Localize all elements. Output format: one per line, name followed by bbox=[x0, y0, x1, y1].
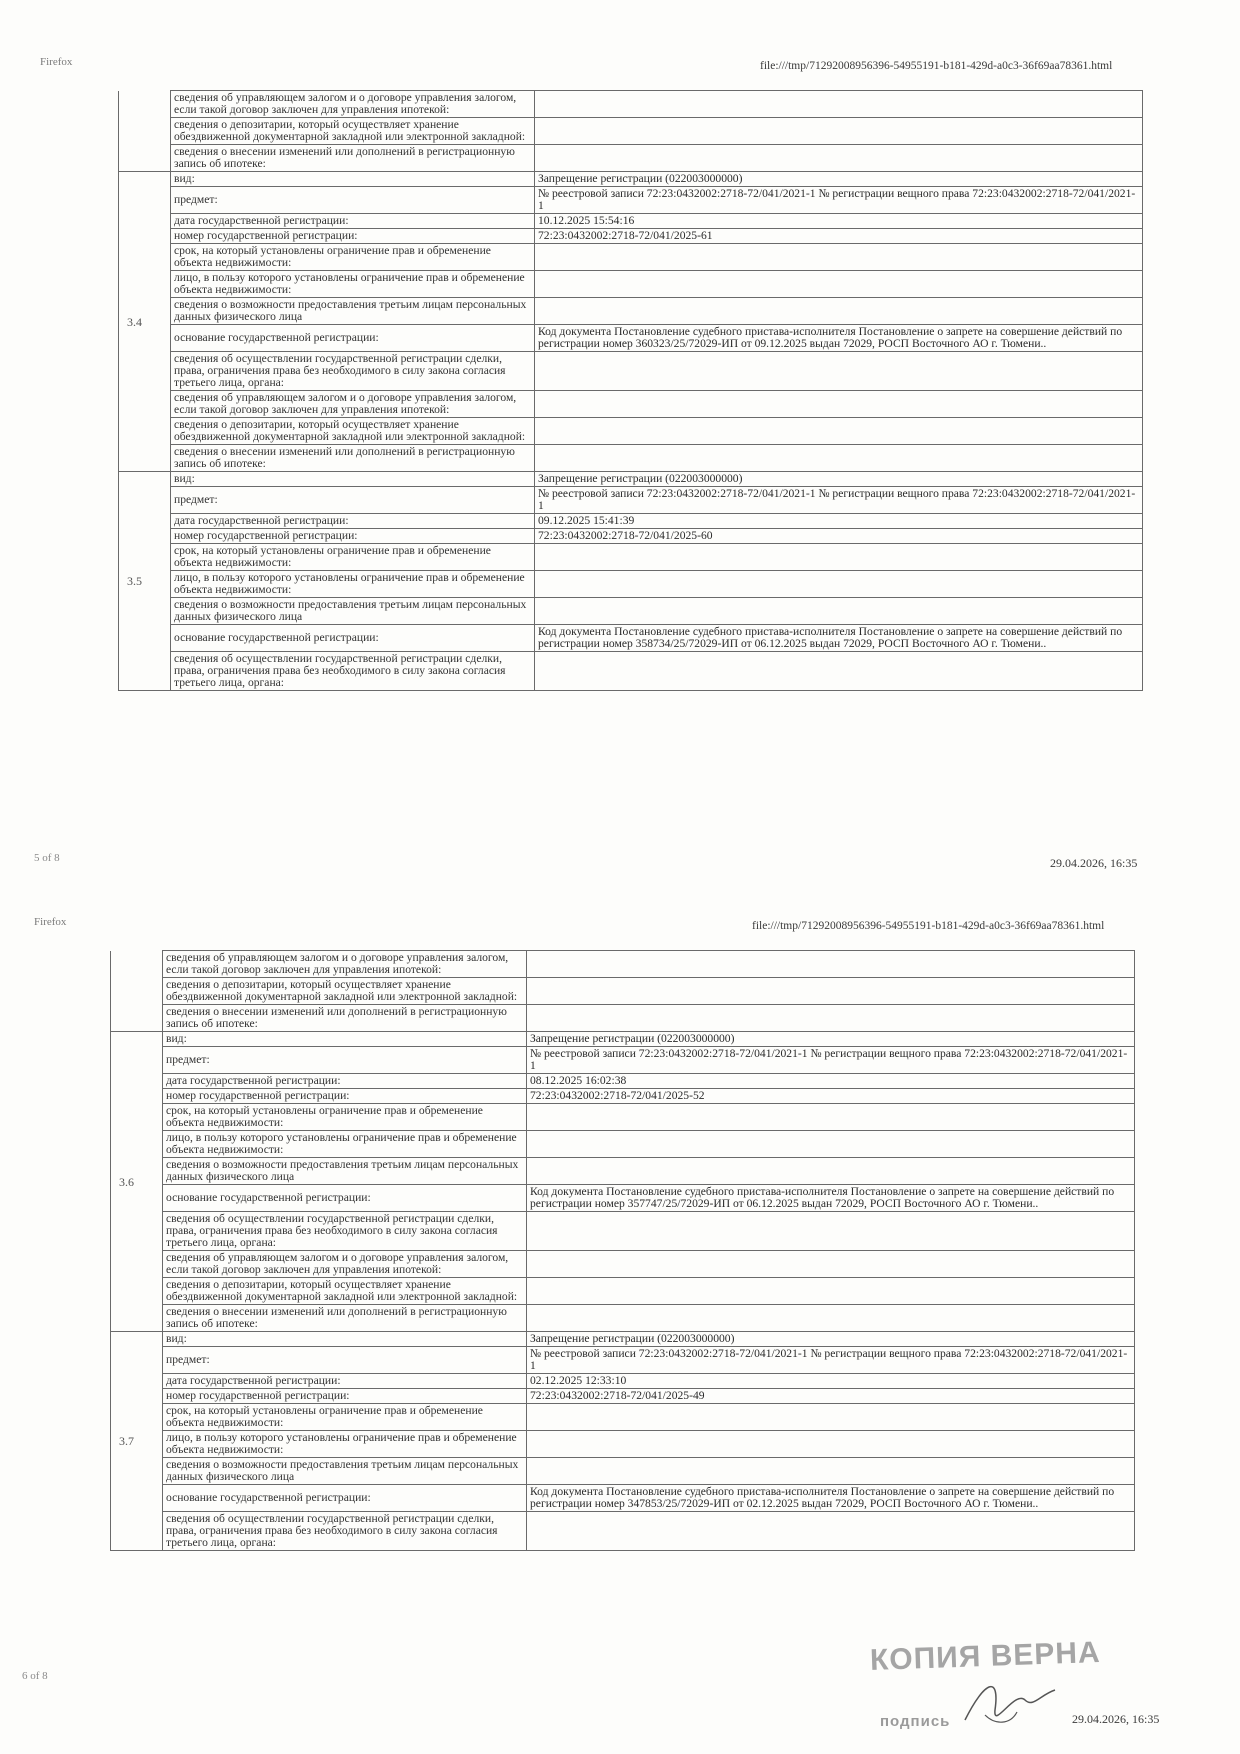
row-value: 09.12.2025 15:41:39 bbox=[535, 514, 1143, 529]
row-label: предмет: bbox=[171, 187, 535, 214]
row-label: предмет: bbox=[163, 1347, 527, 1374]
row-value bbox=[535, 118, 1143, 145]
row-label: сведения о депозитарии, который осуществляет хранение обездвиженной документарной закладной или электронной закладной: bbox=[163, 978, 527, 1005]
row-label: предмет: bbox=[163, 1047, 527, 1074]
row-value: 08.12.2025 16:02:38 bbox=[527, 1074, 1135, 1089]
row-label: лицо, в пользу которого установлены ограничение прав и обременение объекта недвижимости: bbox=[163, 1431, 527, 1458]
row-label: сведения об осуществлении государственной регистрации сделки, права, ограничения права без необходимого в силу закона согласия третьего лица, органа: bbox=[171, 652, 535, 691]
table-row bbox=[111, 1005, 1135, 1032]
section-number-cell bbox=[111, 978, 163, 1005]
print-timestamp: 29.04.2026, 16:35 bbox=[1072, 1712, 1160, 1726]
row-value bbox=[535, 271, 1143, 298]
table-row bbox=[111, 1212, 1135, 1251]
table-row bbox=[119, 544, 1143, 571]
table-row bbox=[119, 229, 1143, 244]
signature-icon bbox=[955, 1670, 1065, 1740]
row-label: сведения об управляющем залогом и о договоре управления залогом, если такой договор заключен для управления ипотекой: bbox=[171, 391, 535, 418]
row-label: лицо, в пользу которого установлены ограничение прав и обременение объекта недвижимости: bbox=[171, 571, 535, 598]
table-row bbox=[111, 1032, 1135, 1047]
copy-verified-stamp: КОПИЯ ВЕРНА bbox=[869, 1635, 1102, 1678]
section-number-cell bbox=[119, 118, 171, 145]
row-value: 72:23:0432002:2718-72/041/2025-61 bbox=[535, 229, 1143, 244]
table-row bbox=[119, 529, 1143, 544]
print-timestamp: 29.04.2026, 16:35 bbox=[1050, 856, 1138, 870]
row-value: 10.12.2025 15:54:16 bbox=[535, 214, 1143, 229]
row-value bbox=[527, 1005, 1135, 1032]
row-label: основание государственной регистрации: bbox=[163, 1185, 527, 1212]
row-value bbox=[527, 1404, 1135, 1431]
table-row bbox=[119, 652, 1143, 691]
table-row bbox=[119, 187, 1143, 214]
row-label: сведения о внесении изменений или дополнений в регистрационную запись об ипотеке: bbox=[163, 1005, 527, 1032]
table-row bbox=[111, 1389, 1135, 1404]
row-label: срок, на который установлены ограничение прав и обременение объекта недвижимости: bbox=[163, 1404, 527, 1431]
browser-name: Firefox bbox=[34, 916, 67, 928]
row-label: дата государственной регистрации: bbox=[163, 1074, 527, 1089]
table-row bbox=[111, 1512, 1135, 1551]
row-label: вид: bbox=[171, 472, 535, 487]
row-label: дата государственной регистрации: bbox=[163, 1374, 527, 1389]
row-label: лицо, в пользу которого установлены ограничение прав и обременение объекта недвижимости: bbox=[171, 271, 535, 298]
table-row bbox=[111, 1089, 1135, 1104]
table-row bbox=[119, 271, 1143, 298]
row-label: сведения о возможности предоставления третьим лицам персональных данных физического лица bbox=[163, 1458, 527, 1485]
table-row bbox=[119, 172, 1143, 187]
row-label: вид: bbox=[163, 1332, 527, 1347]
row-label: основание государственной регистрации: bbox=[171, 325, 535, 352]
row-label: номер государственной регистрации: bbox=[163, 1089, 527, 1104]
row-label: предмет: bbox=[171, 487, 535, 514]
register-table bbox=[110, 950, 1135, 1551]
row-value bbox=[535, 571, 1143, 598]
table-row bbox=[111, 1185, 1135, 1212]
row-label: сведения о возможности предоставления третьим лицам персональных данных физического лица bbox=[163, 1158, 527, 1185]
table-row bbox=[119, 418, 1143, 445]
row-value: Код документа Постановление судебного пристава-исполнителя Постановление о запрете на совершение действий по регистрации номер 347853/25/72029-ИП от 02.12.2025 выдан 72029, РОСП Восточного АО г. Тюмени.. bbox=[527, 1485, 1135, 1512]
table-row bbox=[111, 1332, 1135, 1347]
table-row bbox=[119, 598, 1143, 625]
row-label: дата государственной регистрации: bbox=[171, 514, 535, 529]
table-row bbox=[119, 514, 1143, 529]
row-label: срок, на который установлены ограничение прав и обременение объекта недвижимости: bbox=[171, 544, 535, 571]
row-value: Код документа Постановление судебного пристава-исполнителя Постановление о запрете на совершение действий по регистрации номер 360323/25/72029-ИП от 09.12.2025 выдан 72029, РОСП Восточного АО г. Тюмени.. bbox=[535, 325, 1143, 352]
row-label: дата государственной регистрации: bbox=[171, 214, 535, 229]
row-label: сведения о депозитарии, который осуществляет хранение обездвиженной документарной закладной или электронной закладной: bbox=[171, 418, 535, 445]
table-row bbox=[111, 1458, 1135, 1485]
row-label: номер государственной регистрации: bbox=[171, 229, 535, 244]
row-value bbox=[535, 145, 1143, 172]
row-value: Запрещение регистрации (022003000000) bbox=[535, 172, 1143, 187]
row-value bbox=[535, 244, 1143, 271]
row-label: сведения об управляющем залогом и о договоре управления залогом, если такой договор заключен для управления ипотекой: bbox=[163, 1251, 527, 1278]
table-row bbox=[119, 487, 1143, 514]
row-value bbox=[527, 1131, 1135, 1158]
row-value: № реестровой записи 72:23:0432002:2718-72/041/2021-1 № регистрации вещного права 72:23:0432002:2718-72/041/2021-1 bbox=[535, 487, 1143, 514]
row-value: 02.12.2025 12:33:10 bbox=[527, 1374, 1135, 1389]
table-body bbox=[119, 91, 1143, 691]
row-value: Запрещение регистрации (022003000000) bbox=[527, 1332, 1135, 1347]
table-row bbox=[111, 978, 1135, 1005]
row-label: номер государственной регистрации: bbox=[171, 529, 535, 544]
row-value: № реестровой записи 72:23:0432002:2718-72/041/2021-1 № регистрации вещного права 72:23:0432002:2718-72/041/2021-1 bbox=[535, 187, 1143, 214]
register-table bbox=[118, 90, 1143, 691]
row-value bbox=[527, 1278, 1135, 1305]
row-label: сведения о внесении изменений или дополнений в регистрационную запись об ипотеке: bbox=[163, 1305, 527, 1332]
row-label: сведения о депозитарии, который осуществляет хранение обездвиженной документарной закладной или электронной закладной: bbox=[163, 1278, 527, 1305]
row-label: сведения о депозитарии, который осуществляет хранение обездвиженной документарной закладной или электронной закладной: bbox=[171, 118, 535, 145]
row-label: сведения о возможности предоставления третьим лицам персональных данных физического лица bbox=[171, 598, 535, 625]
table-body bbox=[111, 951, 1135, 1551]
file-url: file:///tmp/71292008956396-54955191-b181-429d-a0c3-36f69aa78361.html bbox=[760, 60, 1113, 72]
row-label: сведения об осуществлении государственной регистрации сделки, права, ограничения права без необходимого в силу закона согласия третьего лица, органа: bbox=[163, 1212, 527, 1251]
row-value: Код документа Постановление судебного пристава-исполнителя Постановление о запрете на совершение действий по регистрации номер 358734/25/72029-ИП от 06.12.2025 выдан 72029, РОСП Восточного АО г. Тюмени.. bbox=[535, 625, 1143, 652]
row-value bbox=[527, 1458, 1135, 1485]
section-number-cell bbox=[111, 951, 163, 978]
table-row bbox=[111, 1251, 1135, 1278]
row-value: Код документа Постановление судебного пристава-исполнителя Постановление о запрете на совершение действий по регистрации номер 357747/25/72029-ИП от 06.12.2025 выдан 72029, РОСП Восточного АО г. Тюмени.. bbox=[527, 1185, 1135, 1212]
section-number-cell bbox=[111, 1005, 163, 1032]
row-value bbox=[527, 1212, 1135, 1251]
table-row bbox=[119, 91, 1143, 118]
row-value bbox=[535, 418, 1143, 445]
file-url: file:///tmp/71292008956396-54955191-b181-429d-a0c3-36f69aa78361.html bbox=[752, 920, 1105, 932]
table-row bbox=[119, 214, 1143, 229]
row-value: 72:23:0432002:2718-72/041/2025-52 bbox=[527, 1089, 1135, 1104]
row-label: номер государственной регистрации: bbox=[163, 1389, 527, 1404]
table-row bbox=[119, 298, 1143, 325]
browser-name: Firefox bbox=[40, 56, 73, 68]
table-row bbox=[111, 1131, 1135, 1158]
page-number: 5 of 8 bbox=[34, 852, 60, 864]
row-value bbox=[527, 1305, 1135, 1332]
table-row bbox=[119, 445, 1143, 472]
table-row bbox=[111, 1485, 1135, 1512]
row-value bbox=[527, 978, 1135, 1005]
signature-label: подпись bbox=[880, 1713, 951, 1730]
row-value bbox=[535, 544, 1143, 571]
row-value bbox=[527, 1104, 1135, 1131]
row-label: вид: bbox=[163, 1032, 527, 1047]
row-label: лицо, в пользу которого установлены ограничение прав и обременение объекта недвижимости: bbox=[163, 1131, 527, 1158]
table-row bbox=[119, 352, 1143, 391]
table-row bbox=[111, 1404, 1135, 1431]
section-number: 3.5 bbox=[119, 472, 171, 691]
row-value bbox=[535, 91, 1143, 118]
row-label: сведения об осуществлении государственной регистрации сделки, права, ограничения права без необходимого в силу закона согласия третьего лица, органа: bbox=[171, 352, 535, 391]
table-row bbox=[119, 472, 1143, 487]
table-row bbox=[119, 571, 1143, 598]
row-value bbox=[527, 1431, 1135, 1458]
table-row bbox=[119, 118, 1143, 145]
row-label: сведения об осуществлении государственной регистрации сделки, права, ограничения права без необходимого в силу закона согласия третьего лица, органа: bbox=[163, 1512, 527, 1551]
section-number: 3.7 bbox=[111, 1332, 163, 1551]
table-row bbox=[111, 1305, 1135, 1332]
row-value bbox=[535, 391, 1143, 418]
row-value bbox=[527, 1251, 1135, 1278]
row-label: основание государственной регистрации: bbox=[163, 1485, 527, 1512]
row-label: срок, на который установлены ограничение прав и обременение объекта недвижимости: bbox=[171, 244, 535, 271]
row-label: вид: bbox=[171, 172, 535, 187]
row-label: сведения об управляющем залогом и о договоре управления залогом, если такой договор заключен для управления ипотекой: bbox=[163, 951, 527, 978]
table-row bbox=[111, 951, 1135, 978]
row-value bbox=[527, 951, 1135, 978]
section-number-cell bbox=[119, 91, 171, 118]
row-value: Запрещение регистрации (022003000000) bbox=[535, 472, 1143, 487]
table-row bbox=[119, 145, 1143, 172]
table-row bbox=[111, 1074, 1135, 1089]
row-value: Запрещение регистрации (022003000000) bbox=[527, 1032, 1135, 1047]
row-label: сведения о возможности предоставления третьим лицам персональных данных физического лица bbox=[171, 298, 535, 325]
table-row bbox=[111, 1158, 1135, 1185]
table-row bbox=[119, 391, 1143, 418]
row-value bbox=[535, 652, 1143, 691]
row-value bbox=[527, 1512, 1135, 1551]
table-row bbox=[111, 1347, 1135, 1374]
row-label: основание государственной регистрации: bbox=[171, 625, 535, 652]
row-value: № реестровой записи 72:23:0432002:2718-72/041/2021-1 № регистрации вещного права 72:23:0432002:2718-72/041/2021-1 bbox=[527, 1047, 1135, 1074]
row-value bbox=[535, 298, 1143, 325]
row-value: 72:23:0432002:2718-72/041/2025-49 bbox=[527, 1389, 1135, 1404]
section-number-cell bbox=[119, 145, 171, 172]
row-label: сведения об управляющем залогом и о договоре управления залогом, если такой договор заключен для управления ипотекой: bbox=[171, 91, 535, 118]
row-value: № реестровой записи 72:23:0432002:2718-72/041/2021-1 № регистрации вещного права 72:23:0432002:2718-72/041/2021-1 bbox=[527, 1347, 1135, 1374]
row-value bbox=[527, 1158, 1135, 1185]
table-row bbox=[119, 244, 1143, 271]
table-row bbox=[111, 1278, 1135, 1305]
row-label: сведения о внесении изменений или дополнений в регистрационную запись об ипотеке: bbox=[171, 145, 535, 172]
table-row bbox=[119, 325, 1143, 352]
page-number: 6 of 8 bbox=[22, 1670, 48, 1682]
row-label: срок, на который установлены ограничение прав и обременение объекта недвижимости: bbox=[163, 1104, 527, 1131]
row-label: сведения о внесении изменений или дополнений в регистрационную запись об ипотеке: bbox=[171, 445, 535, 472]
row-value bbox=[535, 445, 1143, 472]
section-number: 3.6 bbox=[111, 1032, 163, 1332]
section-number: 3.4 bbox=[119, 172, 171, 472]
row-value: 72:23:0432002:2718-72/041/2025-60 bbox=[535, 529, 1143, 544]
row-value bbox=[535, 598, 1143, 625]
row-value bbox=[535, 352, 1143, 391]
table-row bbox=[111, 1431, 1135, 1458]
table-row bbox=[111, 1104, 1135, 1131]
table-row bbox=[119, 625, 1143, 652]
table-row bbox=[111, 1047, 1135, 1074]
table-row bbox=[111, 1374, 1135, 1389]
document-page-6 bbox=[0, 880, 1240, 1754]
